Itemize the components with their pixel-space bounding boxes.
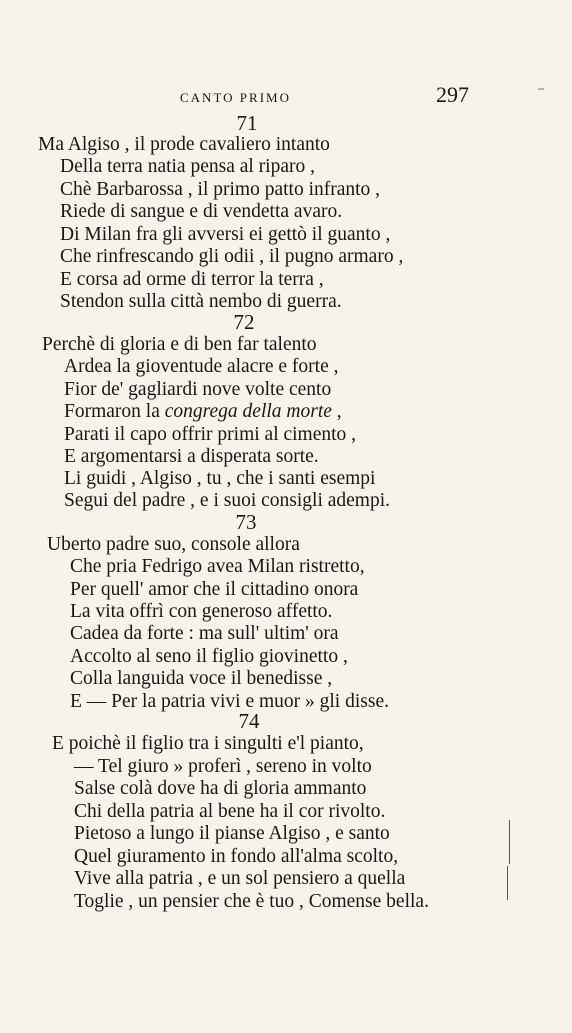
verse-line: — Tel giuro » proferì , sereno in volto [74,756,372,777]
verse-line: La vita offrì con generoso affetto. [70,601,333,622]
verse-line: Della terra natia pensa al riparo , [60,156,315,177]
verse-line: Vive alla patria , e un sol pensiero a quella [74,868,406,889]
verse-line: E — Per la patria vivi e muor » gli disse. [70,691,389,712]
verse-line: Uberto padre suo, console allora [47,534,300,555]
verse-line: Perchè di gloria e di ben far talento [42,334,317,355]
verse-line: Parati il capo offrir primi al cimento , [64,424,357,445]
verse-line: Di Milan fra gli avversi ei gettò il guanto , [60,224,391,245]
verse-line: Quel giuramento in fondo all'alma scolto, [74,846,399,867]
verse-line: Fior de' gagliardi nove volte cento [64,379,332,400]
margin-rule [507,866,508,900]
verse-line: Per quell' amor che il cittadino onora [70,579,359,600]
verse-line: Cadea da forte : ma sull' ultim' ora [70,623,339,644]
stanza-number: 73 [235,510,257,534]
verse-line: Chi della patria al bene ha il cor rivolto. [74,801,386,822]
verse-line: Ardea la gioventude alacre e forte , [64,356,339,377]
stanza-number: 71 [236,111,258,135]
verse-line: Chè Barbarossa , il primo patto infranto , [60,179,381,200]
running-title: CANTO PRIMO [180,90,291,105]
stanza-number: 74 [238,709,260,733]
verse-line: Segui del padre , e i suoi consigli adempi. [64,490,391,511]
verse-line: Toglie , un pensier che è tuo , Comense bella. [74,891,429,912]
verse-line: E corsa ad orme di terror la terra , [60,269,324,290]
verse-line: Accolto al seno il figlio giovinetto , [70,646,348,667]
page-number: 297 [436,82,469,107]
verse-line: Pietoso a lungo il pianse Algiso , e santo [74,823,390,844]
verse-line: E argomentarsi a disperata sorte. [64,446,319,467]
verse-line: Formaron la congrega della morte , [64,401,342,422]
stanza-number: 72 [233,310,255,334]
verse-line: Stendon sulla città nembo di guerra. [60,291,342,312]
margin-mark [538,88,544,90]
italic-phrase: congrega della morte [164,401,332,422]
verse-line: Che pria Fedrigo avea Milan ristretto, [70,556,365,577]
verse-line: Li guidi , Algiso , tu , che i santi esempi [64,468,376,489]
verse-line: Colla languida voce il benedisse , [70,668,333,689]
verse-line: Ma Algiso , il prode cavaliero intanto [38,134,330,155]
margin-rule [509,820,510,864]
verse-line: Che rinfrescando gli odii , il pugno armaro , [60,246,404,267]
verse-line: E poichè il figlio tra i singulti e'l pianto, [52,733,364,754]
verse-line: Salse colà dove ha di gloria ammanto [74,778,367,799]
verse-line: Riede di sangue e di vendetta avaro. [60,201,343,222]
